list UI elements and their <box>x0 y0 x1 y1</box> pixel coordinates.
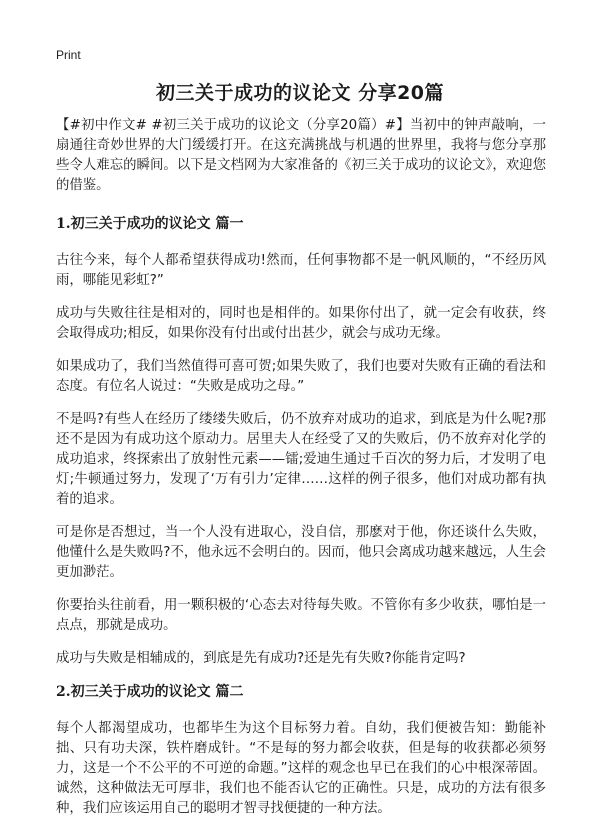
section-1 <box>56 214 546 669</box>
page-title: 初三关于成功的议论文 分享20篇 <box>155 82 445 104</box>
paragraph: 如果成功了，我们当然值得可喜可贺;如果失败了，我们也要对失败有正确的看法和态度。有位名人说过：“失败是成功之母。” <box>56 359 546 394</box>
section-heading: 1.初三关于成功的议论文 篇一 <box>56 216 244 232</box>
section-2 <box>56 682 546 819</box>
article-content <box>56 116 546 832</box>
paragraph: 每个人都渴望成功，也都毕生为这个目标努力着。自幼，我们便被告知：勤能补拙、只有功夫深，铁杵磨成针。“不是每的努力都会收获，但是每的收获都必须努力，这是一个不公平的不可逆的命题。”这样的观念也早已在我们的心中根深蒂固。诚然，这种做法无可厚非，我们也不能否认它的正确性。只是，成功的方法有很多种，我们应该运用自己的聪明才智寻找便捷的一种方法。 <box>56 721 546 816</box>
paragraph: 不是吗?有些人在经历了缕缕失败后，仍不放弃对成功的追求，到底是为什么呢?那还不是因为有成功这个原动力。居里夫人在经受了又的失败后，仍不放弃对化学的成功追求，终探索出了放射性元素——镭;爱迪生通过千百次的努力后，才发明了电灯;牛顿通过努力，发现了‘万有引力’定律……这样的例子很多，他们对成功都有执着的追求。 <box>56 412 546 507</box>
intro-paragraph: 【#初中作文# #初三关于成功的议论文（分享20篇）#】当初中的钟声敲响，一扇通往奇妙世界的大门缓缓打开。在这充满挑战与机遇的世界里，我将与您分享那些令人难忘的瞬间。以下是文档网为大家准备的《初三关于成功的议论文》，欢迎您的借鉴。 <box>56 118 546 193</box>
print-link[interactable]: Print <box>56 48 81 62</box>
paragraph: 你要抬头往前看，用一颗积极的‘心态去对待每失败。不管你有多少收获，哪怕是一点点，那就是成功。 <box>56 598 546 633</box>
paragraph: 古往今来，每个人都希望获得成功!然而，任何事物都不是一帆风顺的，“不经历风雨，哪能见彩虹?” <box>56 253 546 288</box>
paragraph: 成功与失败是相辅成的，到底是先有成功?还是先有失败?你能肯定吗? <box>56 651 466 666</box>
paragraph: 成功与失败往往是相对的，同时也是相伴的。如果你付出了，就一定会有收获，终会取得成功;相反，如果你没有付出或付出甚少，就会与成功无缘。 <box>56 306 546 341</box>
paragraph: 可是你是否想过，当一个人没有进取心，没自信，那麽对于他，你还谈什么失败，他懂什么是失败吗?不，他永远不会明白的。因而，他只会离成功越来越远，人生会更加渺茫。 <box>56 525 546 580</box>
section-heading: 2.初三关于成功的议论文 篇二 <box>56 684 244 700</box>
